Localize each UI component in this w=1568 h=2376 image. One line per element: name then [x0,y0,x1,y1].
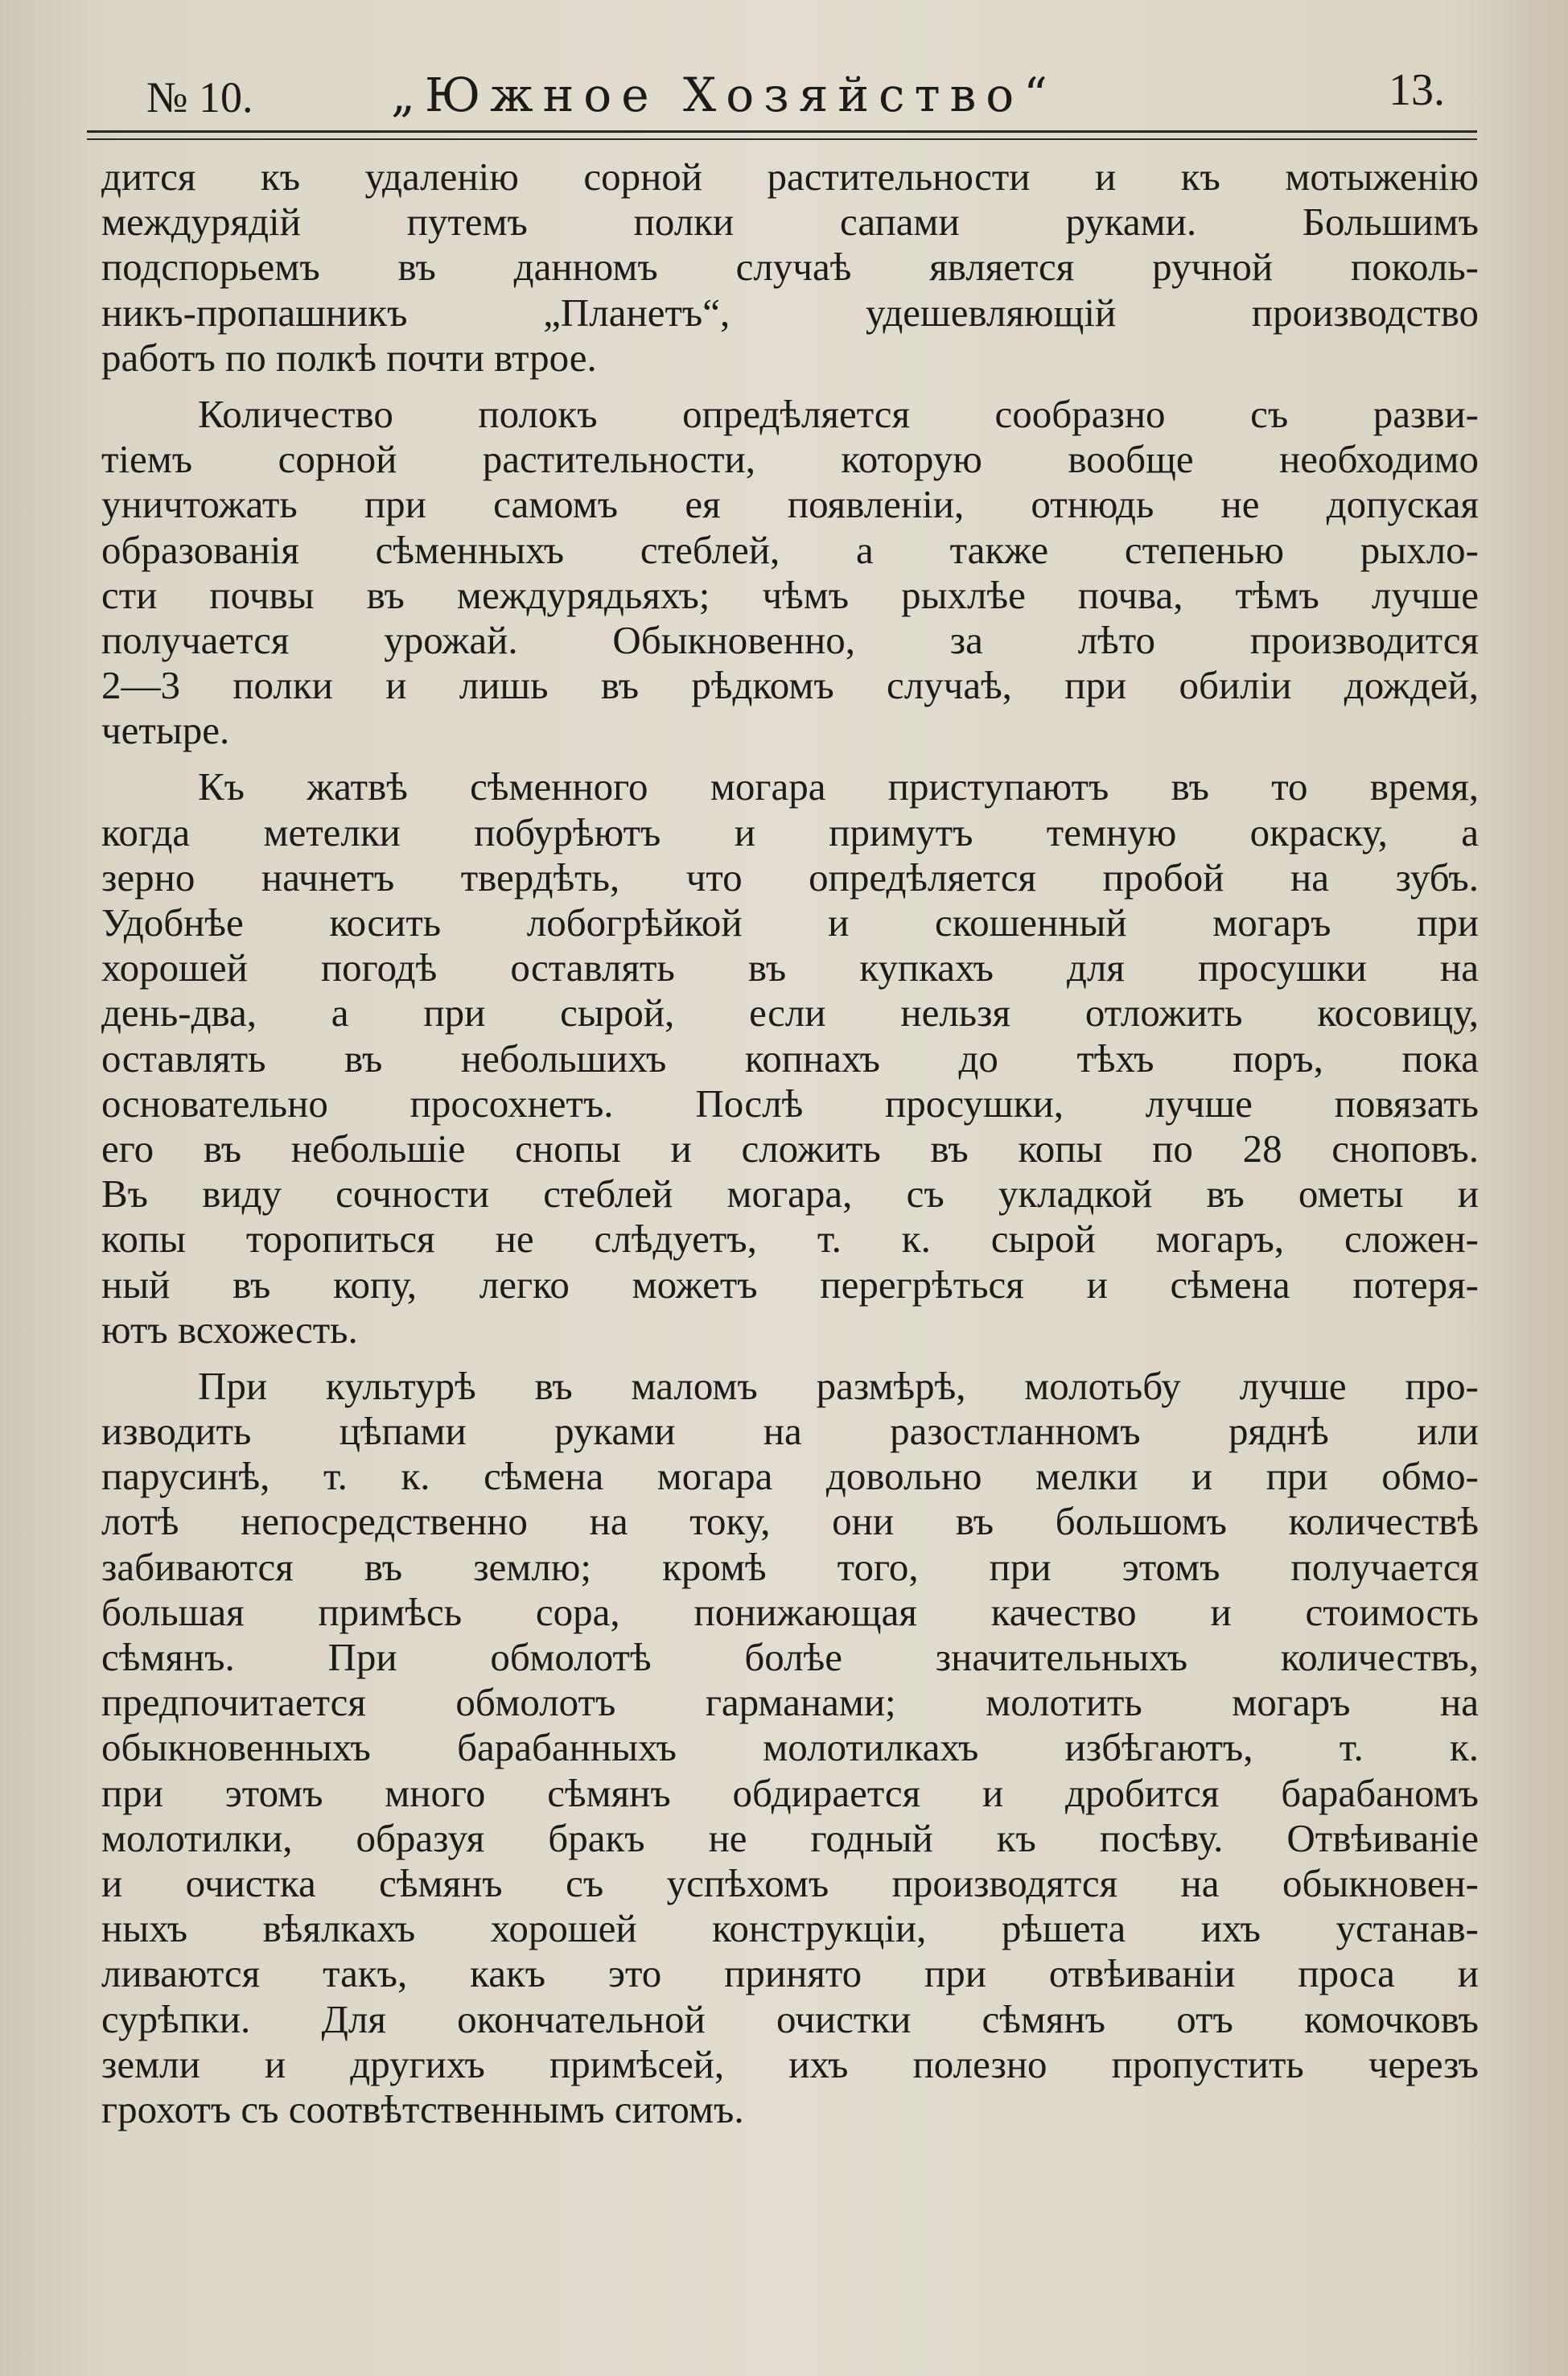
text-line: основательно просохнетъ. Послѣ просушки, лучше повязать [101,1081,1479,1126]
text-line: зерно начнетъ твердѣть, что опредѣляется пробой на зубъ. [101,854,1479,900]
text-line: сти почвы въ междурядьяхъ; чѣмъ рыхлѣе почва, тѣмъ лучше [101,572,1479,617]
body-text [101,154,1479,2132]
paragraph-gap [101,753,1479,764]
text-line: ливаются такъ, какъ это принято при отвѣиваніи проса и [101,1951,1479,1996]
text-line: грохотъ съ соотвѣтственнымъ ситомъ. [101,2086,744,2131]
text-line: парусинѣ, т. к. сѣмена могара довольно мелки и при обмо- [101,1454,1479,1499]
text-line: Количество полокъ опредѣляется сообразно съ разви- [198,391,1479,436]
text-line: ный въ копу, легко можетъ перегрѣться и сѣмена потеря- [101,1262,1479,1307]
text-line: При культурѣ въ маломъ размѣрѣ, молотьбу лучше про- [198,1363,1479,1408]
text-line: ныхъ вѣялкахъ хорошей конструкціи, рѣшета ихъ устанав- [101,1906,1479,1951]
text-line: дится къ удаленію сорной растительности и къ мотыженію [101,154,1479,199]
text-line: тіемъ сорной растительности, которую вообще необходимо [101,437,1479,482]
text-line: сурѣпки. Для окончательной очистки сѣмянъ отъ комочковъ [101,1996,1479,2041]
text-line: забиваются въ землю; кромѣ того, при этомъ получается [101,1544,1479,1589]
text-line: лотѣ непосредственно на току, они въ большомъ количествѣ [101,1499,1479,1544]
text-line: предпочитается обмолотъ гарманами; молотить могаръ на [101,1680,1479,1725]
text-line: день-два, а при сырой, если нельзя отложить косовицу, [101,990,1479,1036]
header-rule-bottom [87,138,1477,140]
text-line: хорошей погодѣ оставлять въ купкахъ для просушки на [101,945,1479,990]
text-line: и очистка сѣмянъ съ успѣхомъ производятся на обыкновен- [101,1860,1479,1905]
text-line: междурядій путемъ полки сапами руками. Большимъ [101,200,1479,245]
text-line: когда метелки побурѣютъ и примутъ темную окраску, а [101,809,1479,854]
running-header [87,64,1477,129]
text-line: Удобнѣе косить лобогрѣйкой и скошенный могаръ при [101,900,1479,945]
issue-number: № 10. [146,73,253,121]
text-line: 2—3 полки и лишь въ рѣдкомъ случаѣ, при обиліи дождей, [101,663,1479,708]
text-line: оставлять въ небольшихъ копнахъ до тѣхъ поръ, пока [101,1036,1479,1081]
header-rule-top [87,130,1477,133]
paragraph-2 [101,392,1479,754]
text-line: Къ жатвѣ сѣменного могара приступаютъ въ то время, [198,764,1479,809]
text-line: получается урожай. Обыкновенно, за лѣто производится [101,617,1479,662]
text-line: подспорьемъ въ данномъ случаѣ является ручной поколь- [101,245,1479,290]
text-line: большая примѣсь сора, понижающая качество и стоимость [101,1589,1479,1634]
paragraph-gap [101,381,1479,392]
text-line: копы торопиться не слѣдуетъ, т. к. сырой могаръ, сложен- [101,1217,1479,1262]
paragraph-3 [101,764,1479,1352]
text-line: образованія сѣменныхъ стеблей, а также степенью рыхло- [101,527,1479,572]
text-line: обыкновенныхъ барабанныхъ молотилкахъ избѣгаютъ, т. к. [101,1725,1479,1770]
text-line: его въ небольшіе снопы и сложить въ копы по 28 сноповъ. [101,1126,1479,1171]
paragraph-4 [101,1364,1479,2132]
text-line: молотилки, образуя бракъ не годный къ посѣву. Отвѣиваніе [101,1815,1479,1860]
text-line: работъ по полкѣ почти втрое. [101,335,597,380]
text-line: при этомъ много сѣмянъ обдирается и дробится барабаномъ [101,1770,1479,1815]
paragraph-1 [101,154,1479,381]
text-line: изводить цѣпами руками на разостланномъ ряднѣ или [101,1409,1479,1454]
text-line: земли и другихъ примѣсей, ихъ полезно пропустить черезъ [101,2041,1479,2086]
text-line: никъ-пропашникъ „Планетъ“, удешевляющій производство [101,290,1479,335]
paragraph-gap [101,1353,1479,1364]
text-line: уничтожать при самомъ ея появленіи, отнюдь не допуская [101,482,1479,527]
page-number: 13. [1389,65,1445,115]
journal-title: „Южное Хозяйство“ [391,68,1057,122]
text-line: четыре. [101,708,230,753]
text-line: сѣмянъ. При обмолотѣ болѣе значительныхъ количествъ, [101,1635,1479,1679]
text-line: Въ виду сочности стеблей могара, съ укладкой въ ометы и [101,1172,1479,1217]
text-line: ютъ всхожесть. [101,1307,358,1352]
